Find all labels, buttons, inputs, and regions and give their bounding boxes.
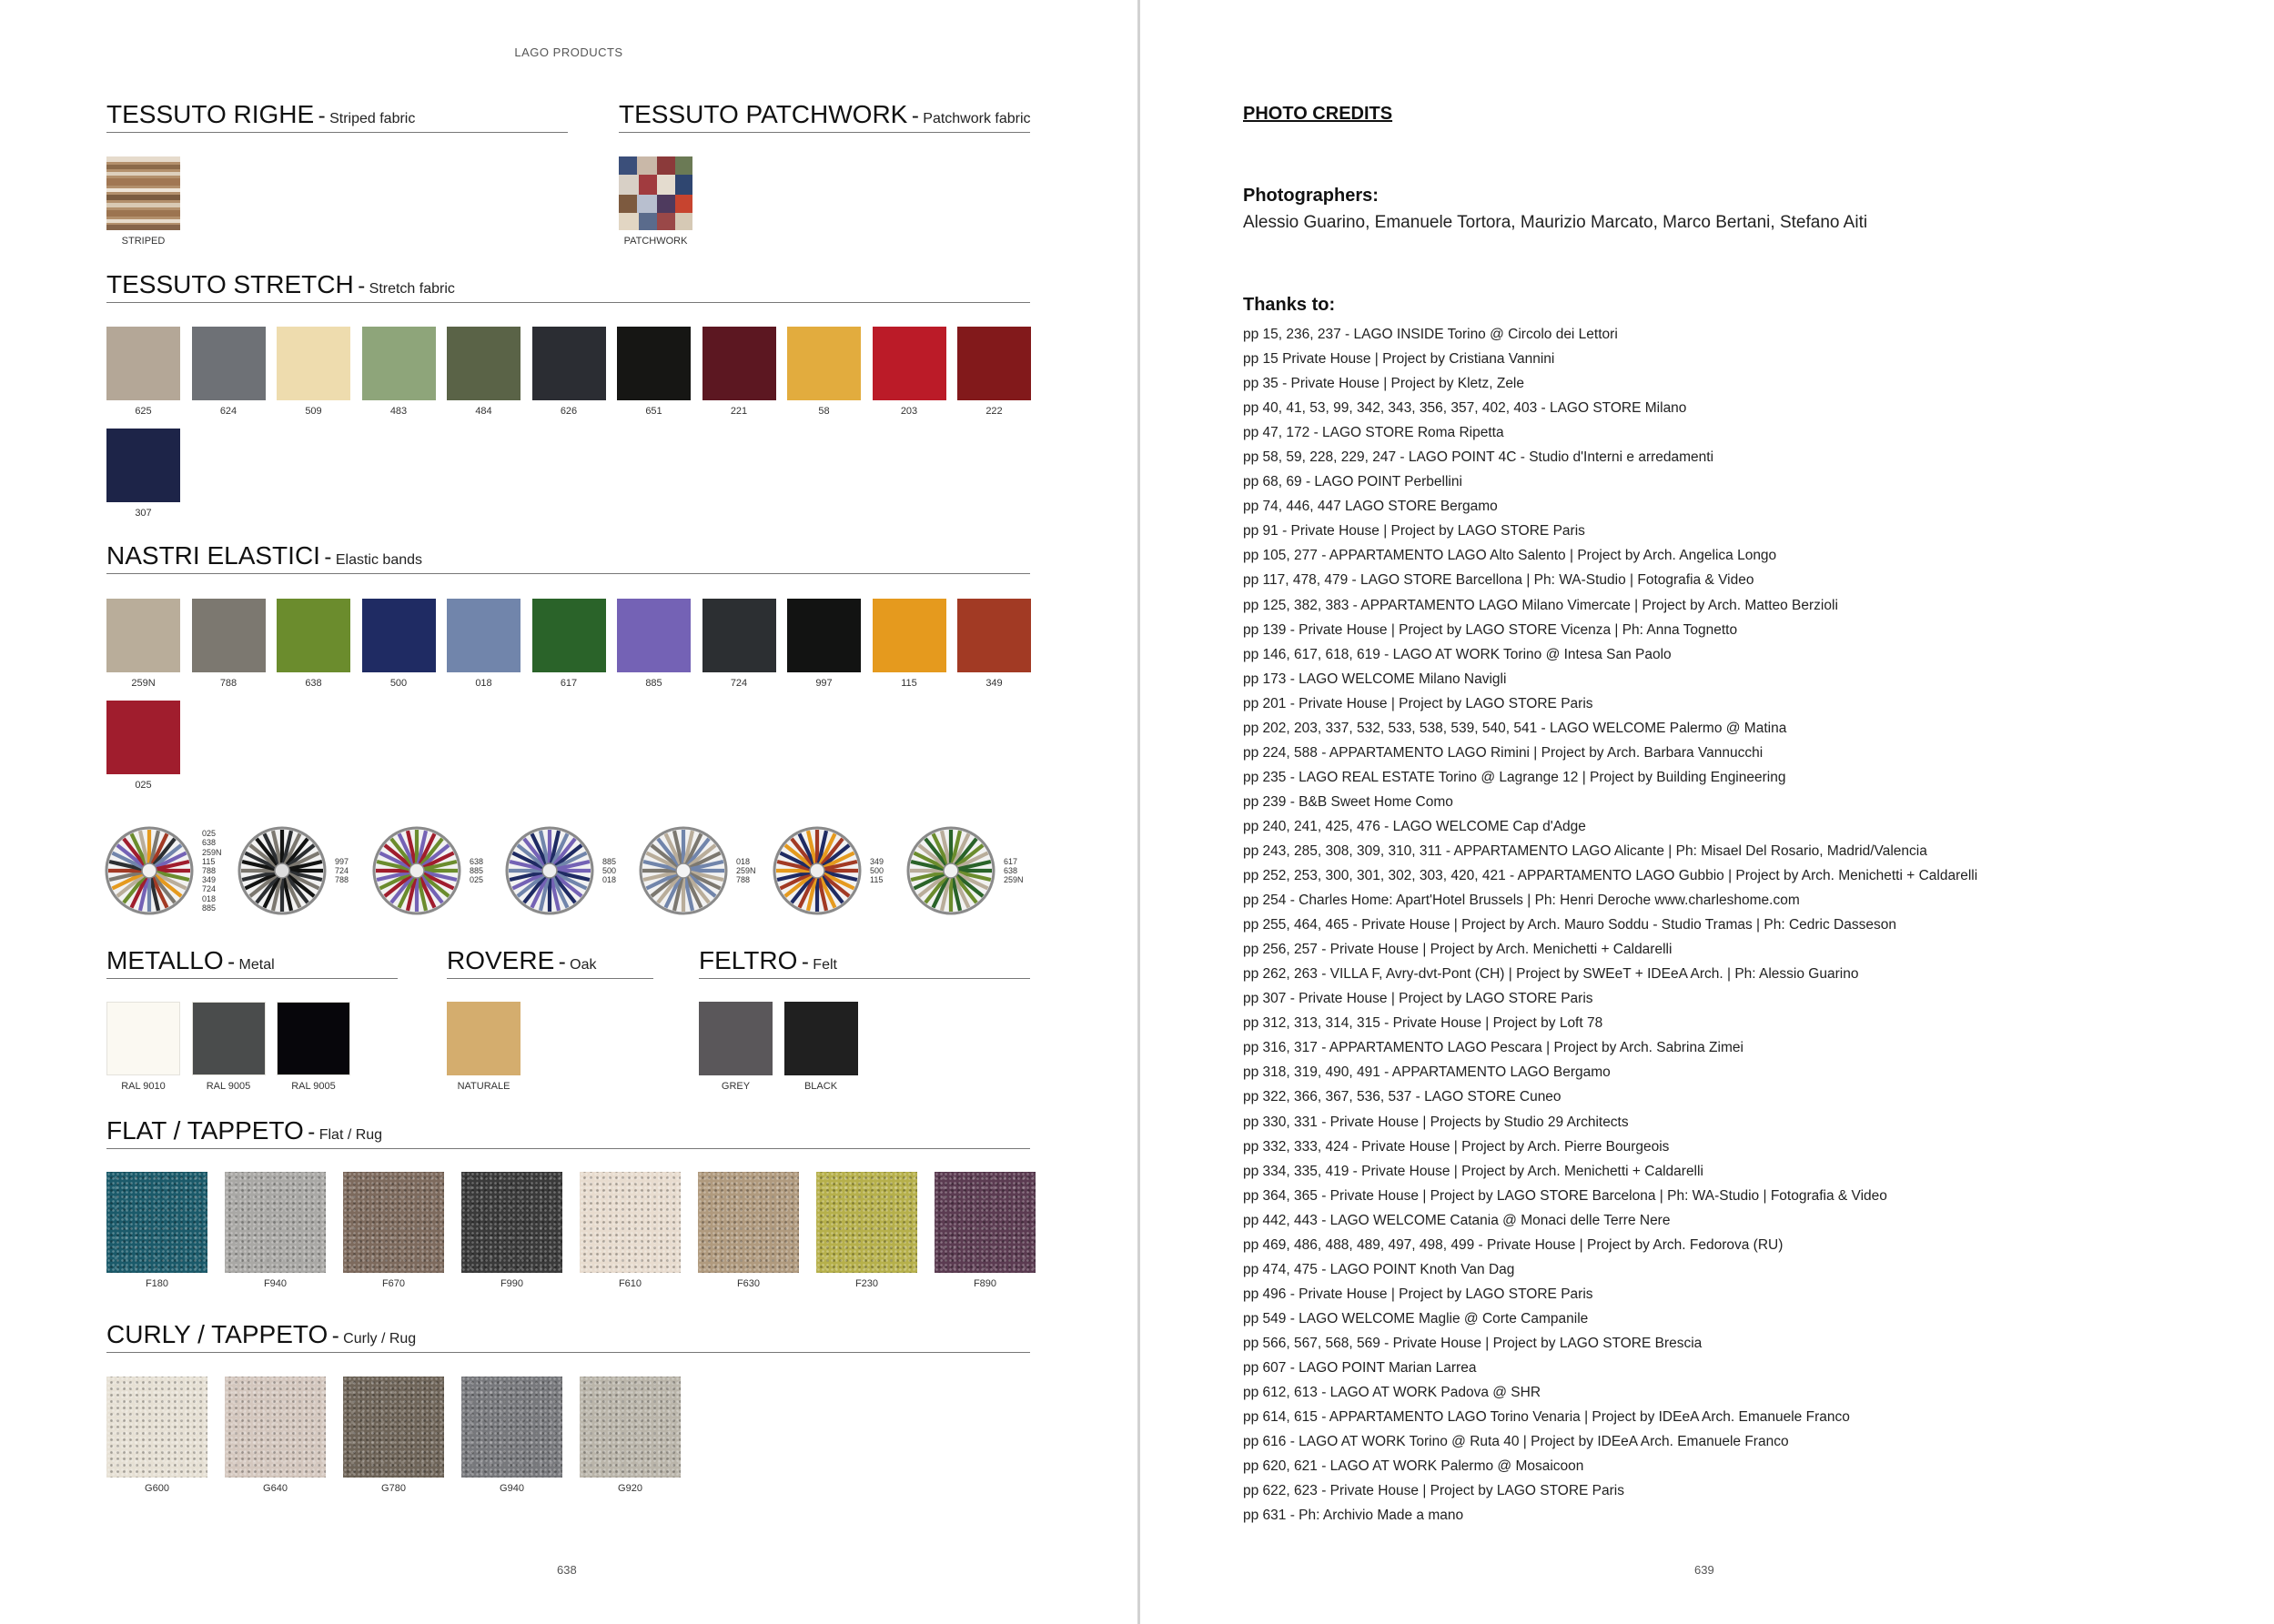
swatch-color <box>935 1172 1036 1273</box>
credit-line: pp 146, 617, 618, 619 - LAGO AT WORK Torino @ Intesa San Paolo <box>1243 646 1672 662</box>
swatch-483 <box>362 327 436 417</box>
wheel-code: 885 <box>470 865 484 875</box>
swatch-code: G600 <box>145 1483 169 1494</box>
wheel-hub <box>542 863 557 878</box>
credit-line: pp 256, 257 - Private House | Project by Arch. Menichetti + Caldarelli <box>1243 942 1673 958</box>
credit-line: pp 307 - Private House | Project by LAGO STORE Paris <box>1243 991 1593 1007</box>
wheel-code: 788 <box>736 875 751 885</box>
credit-line: pp 549 - LAGO WELCOME Maglie @ Corte Campanile <box>1243 1310 1589 1326</box>
credit-line: pp 474, 475 - LAGO POINT Knoth Van Dag <box>1243 1261 1515 1277</box>
swatch-color <box>702 327 776 400</box>
swatch-color <box>106 701 180 774</box>
swatch-651 <box>617 327 691 417</box>
title-dash: - <box>227 950 236 974</box>
title-it: FELTRO <box>699 946 798 974</box>
wheel-code: 885 <box>602 856 617 866</box>
credit-line: pp 243, 285, 308, 309, 310, 311 - APPARTAMENTO LAGO Alicante | Ph: Misael Del Rosario, Madrid/Valencia <box>1243 842 1927 859</box>
swatch-naturale <box>447 1002 520 1092</box>
credit-line: pp 566, 567, 568, 569 - Private House | Project by LAGO STORE Brescia <box>1243 1335 1703 1351</box>
swatch-500 <box>362 599 436 689</box>
credit-line: pp 496 - Private House | Project by LAGO STORE Paris <box>1243 1286 1593 1302</box>
swatch-color <box>225 1377 326 1478</box>
swatch-color <box>225 1172 326 1273</box>
swatch-color <box>699 1002 773 1075</box>
wheel-codes <box>470 857 483 885</box>
swatch-code: 025 <box>135 780 152 791</box>
credit-line: pp 318, 319, 490, 491 - APPARTAMENTO LAGO Bergamo <box>1243 1064 1611 1081</box>
credit-line: pp 47, 172 - LAGO STORE Roma Ripetta <box>1243 425 1504 441</box>
swatch-color <box>106 599 180 672</box>
swatch-color <box>343 1377 444 1478</box>
wheel-hub <box>275 863 289 878</box>
swatch-f670 <box>343 1172 444 1289</box>
credit-line: pp 262, 263 - VILLA F, Avry-dvt-Pont (CH) | Project by SWEeT + IDEeA Arch. | Ph: Alessio Guarino <box>1243 966 1859 983</box>
swatch-color <box>873 599 946 672</box>
credit-line: pp 58, 59, 228, 229, 247 - LAGO POINT 4C - Studio d'Interni e arredamenti <box>1243 449 1714 466</box>
credit-line: pp 139 - Private House | Project by LAGO STORE Vicenza | Ph: Anna Tognetto <box>1243 621 1738 638</box>
credit-line: pp 616 - LAGO AT WORK Torino @ Ruta 40 | Project by IDEeA Arch. Emanuele Franco <box>1243 1434 1789 1450</box>
swatch-code: RAL 9010 <box>121 1081 166 1092</box>
swatch-code: 115 <box>901 678 917 689</box>
wheel-code: 500 <box>602 865 617 875</box>
swatch-259n <box>106 599 180 689</box>
swatch-code: 307 <box>135 508 152 519</box>
swatch-code: 500 <box>389 678 408 689</box>
swatch-code: 259N <box>131 678 156 689</box>
credit-line: pp 125, 382, 383 - APPARTAMENTO LAGO Milano Vimercate | Project by Arch. Matteo Berzioli <box>1243 597 1838 613</box>
credit-line: pp 40, 41, 53, 99, 342, 343, 356, 357, 402, 403 - LAGO STORE Milano <box>1243 400 1687 417</box>
wheel-code: 349 <box>202 875 217 885</box>
wheel-code: 617 <box>1004 856 1018 866</box>
wheel-code: 025 <box>470 875 484 885</box>
wheel-code: 115 <box>202 856 216 866</box>
swatch-203 <box>873 327 946 417</box>
swatch-code: G940 <box>500 1483 524 1494</box>
credit-line: pp 240, 241, 425, 476 - LAGO WELCOME Cap d'Adge <box>1243 818 1586 834</box>
title-dash: - <box>318 104 326 128</box>
swatch-code: PATCHWORK <box>623 236 688 247</box>
credit-line: pp 74, 446, 447 LAGO STORE Bergamo <box>1243 499 1498 515</box>
credit-line: pp 68, 69 - LAGO POINT Perbellini <box>1243 474 1462 490</box>
wheel-code: 788 <box>335 875 349 885</box>
swatch-code: F670 <box>381 1278 406 1289</box>
swatch-ral-9010 <box>106 1002 180 1092</box>
swatch-g600 <box>106 1377 207 1494</box>
swatch-color <box>447 327 520 400</box>
swatch-color <box>447 599 520 672</box>
wheel-codes <box>335 857 349 885</box>
credit-line: pp 105, 277 - APPARTAMENTO LAGO Alto Salento | Project by Arch. Angelica Longo <box>1243 548 1777 564</box>
title-dash: - <box>558 950 566 974</box>
title-dash: - <box>331 1324 339 1348</box>
wheel-hub <box>944 863 958 878</box>
section-title-flat <box>106 1116 1030 1149</box>
wheel-code: 638 <box>1004 865 1018 875</box>
photographers-heading: Photographers: <box>1243 186 1379 206</box>
title-en: Patchwork fabric <box>923 111 1031 126</box>
wheel-code: 018 <box>202 893 217 903</box>
band-wheel <box>504 825 595 916</box>
swatch-color <box>532 599 606 672</box>
swatch-color <box>698 1172 799 1273</box>
swatch-code: 018 <box>475 678 492 689</box>
section-title-rovere <box>447 946 653 979</box>
swatch-grey <box>699 1002 773 1092</box>
swatch-code: 651 <box>645 406 662 417</box>
title-en: Curly / Rug <box>343 1331 417 1347</box>
wheel-code: 349 <box>870 856 884 866</box>
swatch-code: 484 <box>475 406 492 417</box>
swatch-code: 724 <box>730 678 748 689</box>
patchwork-fabric-image <box>619 156 692 230</box>
swatch-885 <box>617 599 691 689</box>
wheel-code: 115 <box>870 875 884 885</box>
title-dash: - <box>308 1120 316 1145</box>
title-it: TESSUTO PATCHWORK <box>619 100 908 128</box>
swatch-code: GREY <box>721 1081 751 1092</box>
swatch-color <box>106 1172 207 1273</box>
title-it: CURLY / TAPPETO <box>106 1320 328 1348</box>
swatch-code: 624 <box>219 406 238 417</box>
swatch-code: F990 <box>500 1278 524 1289</box>
swatch-color <box>277 327 350 400</box>
swatch-code: 509 <box>305 406 322 417</box>
swatch-color <box>106 327 180 400</box>
credit-line: pp 15 Private House | Project by Cristiana Vannini <box>1243 351 1555 368</box>
swatch-code: RAL 9005 <box>291 1081 336 1092</box>
swatch-code: F610 <box>618 1278 642 1289</box>
title-en: Metal <box>238 957 275 973</box>
thanks-heading: Thanks to: <box>1243 295 1336 315</box>
page-number-right: 639 <box>1694 1563 1714 1577</box>
swatch-484 <box>447 327 520 417</box>
swatch-code: F230 <box>854 1278 879 1289</box>
swatch-f230 <box>816 1172 917 1289</box>
credit-line: pp 322, 366, 367, 536, 537 - LAGO STORE Cuneo <box>1243 1089 1561 1105</box>
wheel-hub <box>676 863 691 878</box>
credit-line: pp 330, 331 - Private House | Projects by Studio 29 Architects <box>1243 1114 1629 1130</box>
credits-list <box>1243 322 1977 1528</box>
credit-line: pp 614, 615 - APPARTAMENTO LAGO Torino Venaria | Project by IDEeA Arch. Emanuele Franco <box>1243 1409 1850 1426</box>
credit-line: pp 224, 588 - APPARTAMENTO LAGO Rimini | Project by Arch. Barbara Vannucchi <box>1243 744 1764 761</box>
running-header: LAGO PRODUCTS <box>514 45 623 59</box>
wheel-code: 259N <box>736 865 756 875</box>
swatch-color <box>192 599 266 672</box>
swatch-code: 625 <box>135 406 152 417</box>
wheel-code: 500 <box>870 865 884 875</box>
swatch-788 <box>192 599 266 689</box>
title-it: FLAT / TAPPETO <box>106 1116 304 1145</box>
swatch-code: 203 <box>900 406 918 417</box>
swatch-58 <box>787 327 861 417</box>
swatch-code: 349 <box>985 678 1003 689</box>
credit-line: pp 254 - Charles Home: Apart'Hotel Brussels | Ph: Henri Deroche www.charleshome.com <box>1243 893 1800 909</box>
swatch-115 <box>873 599 946 689</box>
swatch-g640 <box>225 1377 326 1494</box>
wheel-code: 997 <box>335 856 349 866</box>
wheel-hub <box>409 863 424 878</box>
swatch-code: 638 <box>305 678 322 689</box>
credit-line: pp 631 - Ph: Archivio Made a mano <box>1243 1508 1464 1524</box>
wheel-code: 018 <box>602 875 617 885</box>
swatch-f890 <box>935 1172 1036 1289</box>
swatch-code: G640 <box>263 1483 288 1494</box>
swatch-code: BLACK <box>803 1081 838 1092</box>
credit-line: pp 316, 317 - APPARTAMENTO LAGO Pescara | Project by Arch. Sabrina Zimei <box>1243 1040 1743 1056</box>
credit-line: pp 235 - LAGO REAL ESTATE Torino @ Lagrange 12 | Project by Building Engineering <box>1243 769 1786 785</box>
credit-line: pp 607 - LAGO POINT Marian Larrea <box>1243 1359 1477 1376</box>
title-en: Stretch fabric <box>369 281 455 297</box>
swatch-color <box>816 1172 917 1273</box>
photographers-names: Alessio Guarino, Emanuele Tortora, Maurizio Marcato, Marco Bertani, Stefano Aiti <box>1243 213 1868 232</box>
swatch-code: 997 <box>815 678 833 689</box>
swatch-color <box>461 1377 562 1478</box>
swatch-ral-9005 <box>192 1002 266 1092</box>
section-title-curly <box>106 1320 1030 1353</box>
credit-line: pp 255, 464, 465 - Private House | Project by Arch. Mauro Soddu - Studio Tramas | Ph: Cedric Dasseson <box>1243 917 1896 933</box>
swatch-color <box>192 327 266 400</box>
credit-line: pp 332, 333, 424 - Private House | Project by Arch. Pierre Bourgeois <box>1243 1138 1670 1155</box>
credit-line: pp 35 - Private House | Project by Kletz, Zele <box>1243 376 1525 392</box>
credit-line: pp 442, 443 - LAGO WELCOME Catania @ Monaci delle Terre Nere <box>1243 1212 1671 1228</box>
section-title-stretch <box>106 270 1030 303</box>
title-it: METALLO <box>106 946 224 974</box>
title-it: NASTRI ELASTICI <box>106 541 320 570</box>
wheel-code: 724 <box>335 865 349 875</box>
swatch-color <box>106 429 180 502</box>
credit-line: pp 173 - LAGO WELCOME Milano Navigli <box>1243 671 1507 687</box>
swatch-color <box>277 1002 350 1075</box>
swatch-code: 626 <box>560 406 578 417</box>
swatch-ral-9005 <box>277 1002 350 1092</box>
swatch-code: RAL 9005 <box>206 1081 251 1092</box>
swatch-code: STRIPED <box>121 236 166 247</box>
swatch-color <box>580 1172 681 1273</box>
swatch-color <box>580 1377 681 1478</box>
swatch-724 <box>702 599 776 689</box>
swatch-349 <box>957 599 1031 689</box>
swatch-color <box>702 599 776 672</box>
credit-line: pp 612, 613 - LAGO AT WORK Padova @ SHR <box>1243 1385 1541 1401</box>
swatch-307 <box>106 429 180 519</box>
swatch-code: 788 <box>219 678 238 689</box>
band-wheel <box>905 825 996 916</box>
credit-line: pp 364, 365 - Private House | Project by LAGO STORE Barcelona | Ph: WA-Studio | Fotografia & Video <box>1243 1187 1887 1204</box>
wheel-codes <box>870 857 884 885</box>
swatch-code: 221 <box>730 406 748 417</box>
swatch-color <box>532 327 606 400</box>
swatch-f630 <box>698 1172 799 1289</box>
wheel-hub <box>142 863 157 878</box>
wheel-code: 885 <box>202 903 217 913</box>
swatch-striped <box>106 156 180 247</box>
title-dash: - <box>911 104 919 128</box>
swatch-509 <box>277 327 350 417</box>
swatch-code: F630 <box>736 1278 761 1289</box>
swatch-g780 <box>343 1377 444 1494</box>
swatch-color <box>787 327 861 400</box>
swatch-color <box>362 327 436 400</box>
swatch-221 <box>702 327 776 417</box>
swatch-color <box>277 599 350 672</box>
wheel-codes <box>602 857 616 885</box>
title-dash: - <box>324 545 332 570</box>
title-it: TESSUTO STRETCH <box>106 270 354 298</box>
wheel-code: 724 <box>202 884 217 894</box>
swatch-f610 <box>580 1172 681 1289</box>
swatch-color <box>957 599 1031 672</box>
swatch-638 <box>277 599 350 689</box>
swatch-code: F890 <box>973 1278 997 1289</box>
swatch-997 <box>787 599 861 689</box>
credit-line: pp 202, 203, 337, 532, 533, 538, 539, 540, 541 - LAGO WELCOME Palermo @ Matina <box>1243 720 1787 736</box>
title-dash: - <box>801 950 809 974</box>
section-title-metallo <box>106 946 398 979</box>
swatch-color <box>617 327 691 400</box>
band-wheel <box>104 825 195 916</box>
swatch-code: 885 <box>645 678 662 689</box>
swatch-025 <box>106 701 180 791</box>
swatch-color <box>106 1377 207 1478</box>
swatch-018 <box>447 599 520 689</box>
swatch-626 <box>532 327 606 417</box>
swatch-code: 222 <box>985 406 1003 417</box>
swatch-color <box>784 1002 858 1075</box>
wheel-code: 018 <box>736 856 751 866</box>
section-title-patchwork <box>619 100 1030 133</box>
credit-line: pp 334, 335, 419 - Private House | Project by Arch. Menichetti + Caldarelli <box>1243 1163 1703 1179</box>
section-title-nastri <box>106 541 1030 574</box>
striped-fabric-image <box>106 156 180 230</box>
swatch-color <box>873 327 946 400</box>
band-wheel <box>237 825 328 916</box>
wheel-code: 259N <box>202 847 222 857</box>
swatch-code: F180 <box>145 1278 169 1289</box>
wheel-code: 638 <box>470 856 484 866</box>
wheel-code: 025 <box>202 829 217 839</box>
credit-line: pp 91 - Private House | Project by LAGO STORE Paris <box>1243 523 1585 540</box>
swatch-code: 617 <box>560 678 578 689</box>
credit-line: pp 620, 621 - LAGO AT WORK Palermo @ Mosaicoon <box>1243 1458 1584 1475</box>
band-wheel <box>638 825 729 916</box>
swatch-color <box>362 599 436 672</box>
wheel-code: 638 <box>202 838 217 848</box>
swatch-color <box>461 1172 562 1273</box>
swatch-color <box>447 1002 520 1075</box>
swatch-color <box>787 599 861 672</box>
swatch-code: F940 <box>263 1278 288 1289</box>
title-it: ROVERE <box>447 946 555 974</box>
swatch-f990 <box>461 1172 562 1289</box>
swatch-black <box>784 1002 858 1092</box>
credit-line: pp 117, 478, 479 - LAGO STORE Barcellona | Ph: WA-Studio | Fotografia & Video <box>1243 572 1754 589</box>
wheel-hub <box>810 863 824 878</box>
swatch-patchwork <box>619 156 692 247</box>
credit-line: pp 201 - Private House | Project by LAGO STORE Paris <box>1243 695 1593 711</box>
swatch-color <box>617 599 691 672</box>
swatch-f180 <box>106 1172 207 1289</box>
swatch-617 <box>532 599 606 689</box>
title-en: Felt <box>813 957 837 973</box>
title-en: Oak <box>570 957 597 973</box>
section-title-righe <box>106 100 568 133</box>
swatch-color <box>957 327 1031 400</box>
title-en: Elastic bands <box>335 552 423 568</box>
swatch-g920 <box>580 1377 681 1494</box>
credit-line: pp 252, 253, 300, 301, 302, 303, 420, 421 - APPARTAMENTO LAGO Gubbio | Project by Arch. Menichetti + Caldarelli <box>1243 868 1978 884</box>
photo-credits-title: PHOTO CREDITS <box>1243 104 1393 124</box>
right-page <box>1140 0 2274 1624</box>
band-wheel <box>371 825 462 916</box>
swatch-625 <box>106 327 180 417</box>
title-dash: - <box>358 274 366 298</box>
credit-line: pp 622, 623 - Private House | Project by LAGO STORE Paris <box>1243 1483 1624 1499</box>
title-en: Flat / Rug <box>318 1127 383 1143</box>
swatch-code: 483 <box>389 406 408 417</box>
wheel-codes <box>1004 857 1024 885</box>
swatch-code: G780 <box>381 1483 406 1494</box>
wheel-code: 788 <box>202 865 217 875</box>
swatch-code: 58 <box>818 406 830 417</box>
swatch-color <box>106 1002 180 1075</box>
swatch-color <box>343 1172 444 1273</box>
wheel-code: 259N <box>1004 875 1024 885</box>
wheel-codes <box>202 829 222 913</box>
page-number-left: 638 <box>557 1563 577 1577</box>
swatch-g940 <box>461 1377 562 1494</box>
wheel-codes <box>736 857 756 885</box>
swatch-color <box>192 1002 266 1075</box>
credit-line: pp 239 - B&B Sweet Home Como <box>1243 793 1453 810</box>
title-en: Striped fabric <box>329 111 416 126</box>
swatch-222 <box>957 327 1031 417</box>
swatch-code: NATURALE <box>457 1081 510 1092</box>
credit-line: pp 312, 313, 314, 315 - Private House | Project by Loft 78 <box>1243 1015 1603 1032</box>
section-title-feltro <box>699 946 1030 979</box>
swatch-624 <box>192 327 266 417</box>
band-wheel <box>772 825 863 916</box>
credit-line: pp 469, 486, 488, 489, 497, 498, 499 - Private House | Project by Arch. Fedorova (RU) <box>1243 1236 1784 1253</box>
swatch-f940 <box>225 1172 326 1289</box>
title-it: TESSUTO RIGHE <box>106 100 315 128</box>
swatch-code: G920 <box>618 1483 642 1494</box>
credit-line: pp 15, 236, 237 - LAGO INSIDE Torino @ Circolo dei Lettori <box>1243 327 1618 342</box>
